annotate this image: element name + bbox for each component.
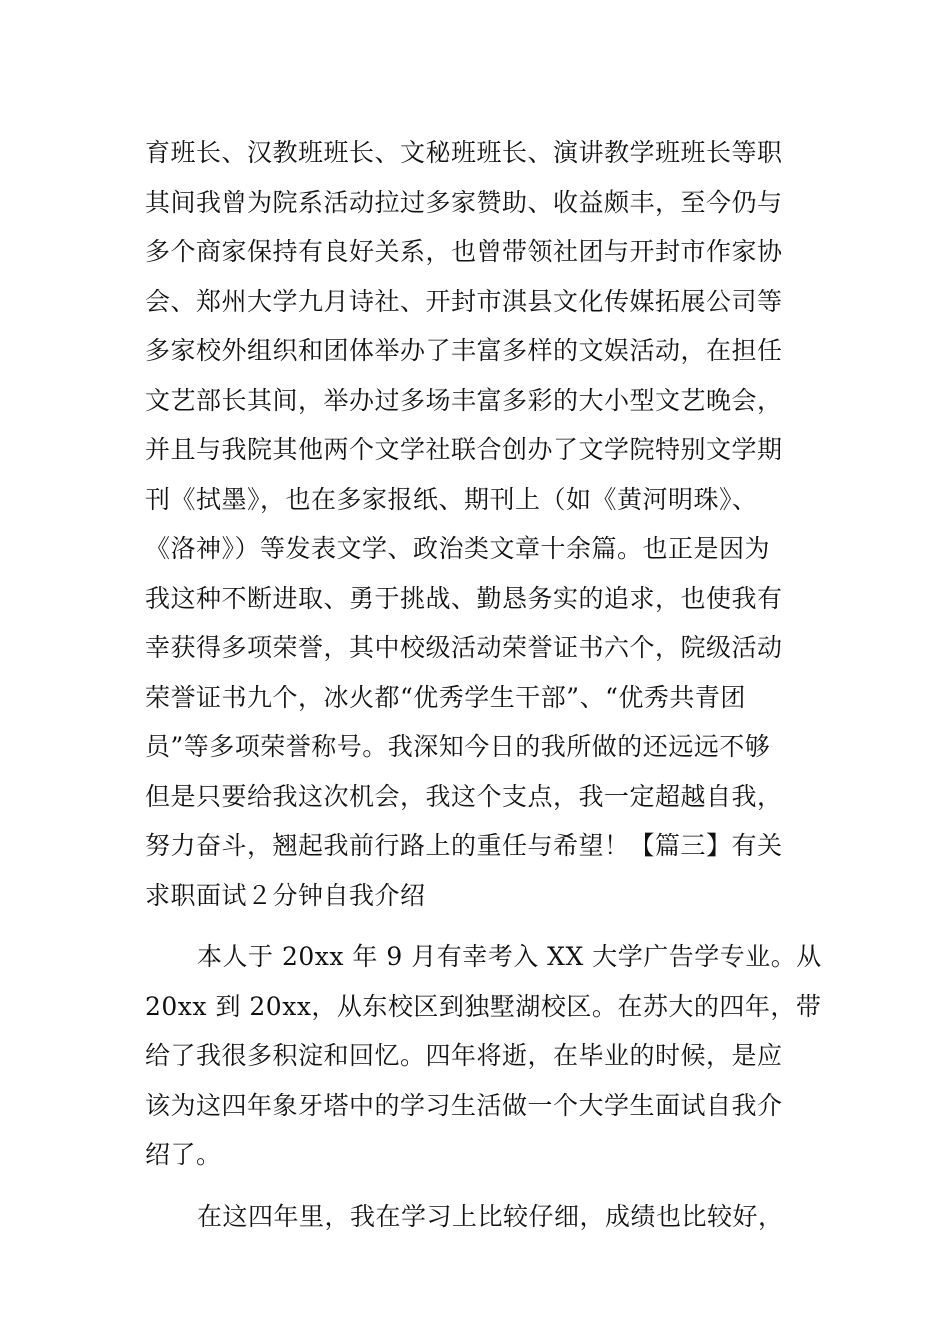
text-line: 多个商家保持有良好关系，也曾带领社团与开封市作家协 <box>145 237 783 266</box>
text-line: 会、郑州大学九月诗社、开封市淇县文化传媒拓展公司等 <box>145 286 783 316</box>
text-line: 幸获得多项荣誉，其中校级活动荣誉证书六个，院级活动 <box>145 633 783 662</box>
text-line: 其间我曾为院系活动拉过多家赞助、收益颇丰，至今仍与 <box>145 187 783 217</box>
paragraph-gap <box>145 1180 825 1192</box>
text-line: 我这种不断进取、勇于挑战、勤恳务实的追求，也使我有 <box>145 583 783 613</box>
text-line: 多家校外组织和团体举办了丰富多样的文娱活动，在担任 <box>145 336 783 365</box>
text-line: 刊《拭墨》，也在多家报纸、期刊上（如《黄河明珠》、 <box>145 484 758 514</box>
text-line: 育班长、汉教班班长、文秘班班长、演讲教学班班长等职 <box>145 138 783 167</box>
text-line: 努力奋斗，翘起我前行路上的重任与希望！【篇三】有关 <box>145 831 783 860</box>
text-line: 《洛神》）等发表文学、政治类文章十余篇。也正是因为 <box>145 534 771 563</box>
text-line: 文艺部长其间，举办过多场丰富多彩的大小型文艺晚会， <box>145 385 783 415</box>
text-line: 给了我很多积淀和回忆。四年将逝，在毕业的时候，是应 <box>145 1041 783 1070</box>
text-line: 但是只要给我这次机会，我这个支点，我一定超越自我， <box>145 781 783 811</box>
text-line: 在这四年里，我在学习上比较仔细，成绩也比较好， <box>197 1201 784 1231</box>
text-line: 绍了。 <box>145 1140 222 1169</box>
text-line: 员”等多项荣誉称号。我深知今日的我所做的还远远不够 <box>145 732 771 761</box>
text-line: 并且与我院其他两个文学社联合创办了文学院特别文学期 <box>145 435 783 464</box>
text-line: 荣誉证书九个，冰火都“优秀学生干部”、“优秀共青团 <box>145 682 746 712</box>
text-line: 本人于 20xx 年 9 月有幸考入 XX 大学广告学专业。从 <box>197 942 822 971</box>
section-heading-line: 求职面试２分钟自我介绍 <box>145 880 426 910</box>
document-body <box>145 128 825 1241</box>
text-line: 20xx 到 20xx，从东校区到独墅湖校区。在苏大的四年，带 <box>145 991 822 1021</box>
paragraph-gap <box>145 920 825 932</box>
text-line: 该为这四年象牙塔中的学习生活做一个大学生面试自我介 <box>145 1090 783 1120</box>
